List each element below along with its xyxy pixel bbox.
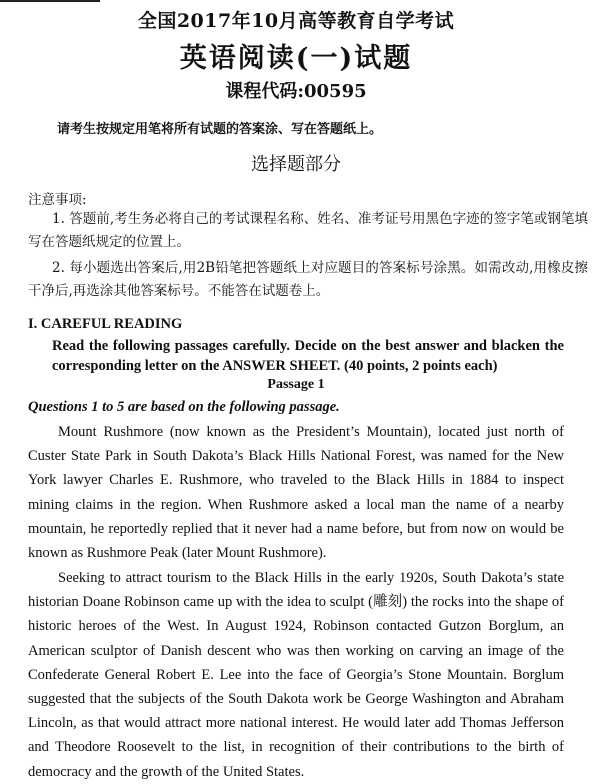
notes-title: 注意事项: <box>28 192 87 208</box>
passage-paragraph-2: Seeking to attract tourism to the Black Hills in the early 1920s, South Dakota’s state historian Doane Robinson came up with the idea to sculpt (雕刻) the rocks into the shape of historic heroes of the West. In August 1924, Robinson contacted Gutzon Borglum, an American sculptor of Danish descent who was then working on carving an image of the Confederate General Robert E. Lee into the face of Georgia’s Stone Mountain. Borglum suggested that the subjects of the South Dakota work be George Washington and Abraham Lincoln, as that would attract more national interest. He would later add Thomas Jefferson and Theodore Roosevelt to the list, in recognition of their contributions to the birth of democracy and the growth of the United States. <box>28 570 564 780</box>
note-item-2: 2. 每小题选出答案后,用2B铅笔把答题纸上对应题目的答案标号涂黑。如需改动,用橡皮擦干净后,再选涂其他答案标号。不能答在试题卷上。 <box>28 260 588 299</box>
subject-title: 英语阅读(一)试题 <box>179 43 413 74</box>
note-item-1: 1. 答题前,考生务必将自己的考试课程名称、姓名、准考证号用黑色字迹的签字笔或钢笔填写在答题纸规定的位置上。 <box>28 211 588 250</box>
candidate-notice: 请考生按规定用笔将所有试题的答案涂、写在答题纸上。 <box>57 122 383 137</box>
section-heading: 选择题部分 <box>251 154 341 175</box>
exam-title: 全国2017年10月高等教育自学考试 <box>137 10 455 32</box>
passage-paragraph-1: Mount Rushmore (now known as the President’s Mountain), located just north of Custer State Park in South Dakota’s Black Hills National Forest, was named for the New York lawyer Charles E. Rushmore, who traveled to the Black Hills in 1884 to inspect mining claims in the region. When Rushmore asked a local man the name of a nearby mountain, he reportedly replied that it never had a name before, but from now on would be known as Rushmore Peak (later Mount Rushmore). <box>28 424 564 562</box>
part-instructions: Read the following passages carefully. Decide on the best answer and blacken the corresponding letter on the ANSWER SHEET. (40 points, 2 points each) <box>52 338 564 374</box>
questions-intro: Questions 1 to 5 are based on the following passage. <box>28 399 340 415</box>
top-edge-rule <box>0 0 100 2</box>
part-heading: I. CAREFUL READING <box>28 316 183 332</box>
course-code: 课程代码:00595 <box>225 81 367 102</box>
passage-label: Passage 1 <box>267 377 325 392</box>
